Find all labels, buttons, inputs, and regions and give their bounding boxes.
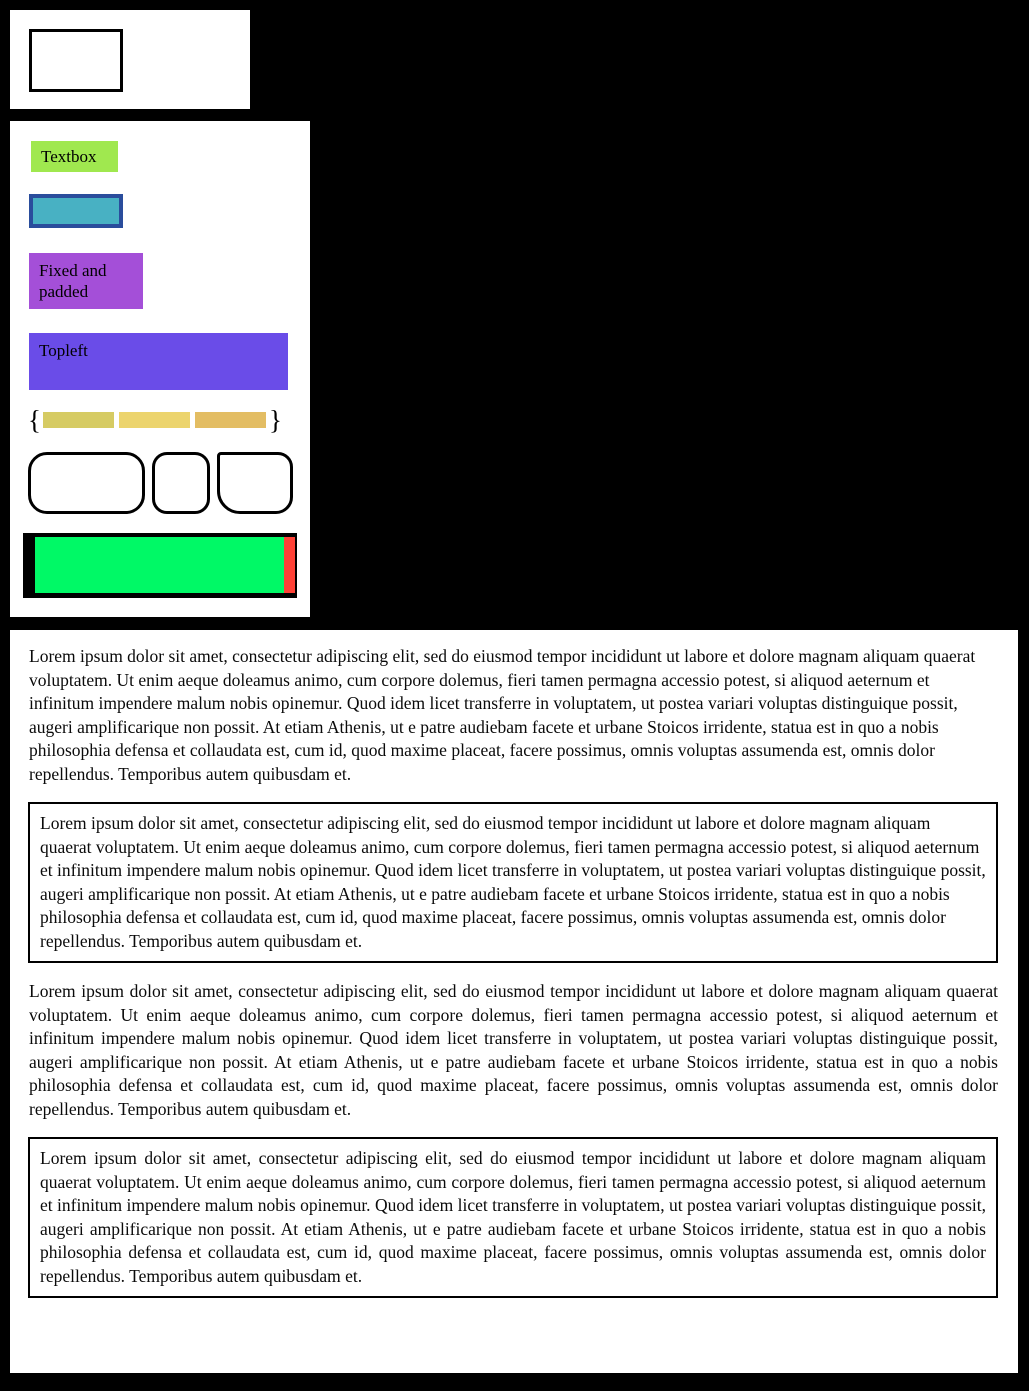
- outlined-box: [29, 29, 123, 92]
- color-swatch-3: [195, 412, 266, 428]
- rounded-box-large: [28, 452, 145, 514]
- paragraph-bordered-justified: Lorem ipsum dolor sit amet, consectetur adipiscing elit, sed do eiusmod tempor incididunt ut labore et dolore magnam aliquam quaerat voluptatem. Ut enim aeque doleamus animo, cum corpore dolemus, fieri tamen permagna accessio potest, si aliquod aeternum et infinitum impendere malum nobis opinemur. Quod idem licet transferre in voluptatem, ut postea variari voluptas distinguique possit, augeri amplificarique non possit. At etiam Athenis, ut e patre audiebam facete et urbane Stoicos irridente, statua est in quo a nobis philosophia defensa et collaudata est, cum id, quod maxime placeat, facere possimus, omnis voluptas assumenda est, omnis dolor repellendus. Temporibus autem quibusdam et.: [40, 1148, 986, 1286]
- paragraph-plain: Lorem ipsum dolor sit amet, consectetur adipiscing elit, sed do eiusmod tempor incididunt ut labore et dolore magnam aliquam quaerat voluptatem. Ut enim aeque doleamus animo, cum corpore dolemus, fieri tamen permagna accessio potest, si aliquod aeternum et infinitum impendere malum nobis opinemur. Quod idem licet transferre in voluptatem, ut postea variari voluptas distinguique possit, augeri amplificarique non possit. At etiam Athenis, ut e patre audiebam facete et urbane Stoicos irridente, statua est in quo a nobis philosophia defensa et collaudata est, cum id, quod maxime placeat, facere possimus, omnis voluptas assumenda est, omnis dolor repellendus. Temporibus autem quibusdam et.: [29, 646, 976, 784]
- open-brace: {: [28, 405, 41, 435]
- fixed-padded-box: Fixed and padded: [29, 253, 143, 309]
- filled-bordered-box: [29, 194, 123, 228]
- bordered-paragraph-box: [28, 802, 998, 963]
- widget-panel: [10, 121, 310, 617]
- close-brace: }: [268, 405, 282, 435]
- progress-fill: [35, 537, 284, 593]
- document-area: [10, 630, 1018, 1373]
- rounded-box-small: [152, 452, 210, 514]
- color-swatch-1: [43, 412, 114, 428]
- progress-overflow: [284, 537, 295, 593]
- top-panel: [10, 10, 250, 109]
- paragraph-bordered: Lorem ipsum dolor sit amet, consectetur adipiscing elit, sed do eiusmod tempor incididunt ut labore et dolore magnam aliquam quaerat voluptatem. Ut enim aeque doleamus animo, cum corpore dolemus, fieri tamen permagna accessio potest, si aliquod aeternum et infinitum impendere malum nobis opinemur. Quod idem licet transferre in voluptatem, ut postea variari voluptas distinguique possit, augeri amplificarique non possit. At etiam Athenis, ut e patre audiebam facete et urbane Stoicos irridente, statua est in quo a nobis philosophia defensa et collaudata est, cum id, quod maxime placeat, facere possimus, omnis voluptas assumenda est, omnis dolor repellendus. Temporibus autem quibusdam et.: [40, 813, 986, 951]
- topleft-box: Topleft: [29, 333, 288, 390]
- bordered-justified-paragraph-box: [28, 1137, 998, 1298]
- color-swatch-2: [119, 412, 190, 428]
- paragraph-justified: Lorem ipsum dolor sit amet, consectetur adipiscing elit, sed do eiusmod tempor incididunt ut labore et dolore magnam aliquam quaerat voluptatem. Ut enim aeque doleamus animo, cum corpore dolemus, fieri tamen permagna accessio potest, si aliquod aeternum et infinitum impendere malum nobis opinemur. Quod idem licet transferre in voluptatem, ut postea variari voluptas distinguique possit, augeri amplificarique non possit. At etiam Athenis, ut e patre audiebam facete et urbane Stoicos irridente, statua est in quo a nobis philosophia defensa et collaudata est, cum id, quod maxime placeat, facere possimus, omnis voluptas assumenda est, omnis dolor repellendus. Temporibus autem quibusdam et.: [29, 981, 998, 1119]
- rounded-box-row: [28, 452, 298, 515]
- textbox[interactable]: Textbox: [31, 141, 118, 172]
- progress-bar: [23, 533, 297, 598]
- rounded-box-mixed-corners: [217, 452, 293, 514]
- swatch-row: [28, 404, 292, 436]
